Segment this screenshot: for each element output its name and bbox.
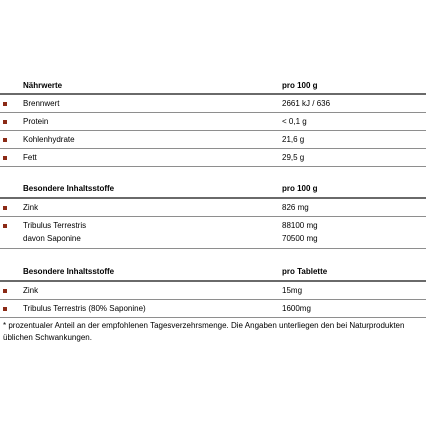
table-row <box>0 199 426 216</box>
section1-header-label: Nährwerte <box>23 81 63 90</box>
row-value: < 0,1 g <box>282 117 307 126</box>
bullet-icon <box>3 120 7 124</box>
bullet-icon <box>3 206 7 210</box>
row-value: 1600mg <box>282 304 311 313</box>
bullet-icon <box>3 138 7 142</box>
row-label: Fett <box>23 153 37 162</box>
row-label: Kohlenhydrate <box>23 135 75 144</box>
row-value: 88100 mg <box>282 221 318 230</box>
section2-header-unit: pro 100 g <box>282 184 318 193</box>
footnote: * prozentualer Anteil an der empfohlenen Tagesverzehrsmenge. Die Angaben unterliegen den bei Naturprodukten üblichen Schwankungen. <box>3 321 405 342</box>
row-label: Tribulus Terrestris <box>23 221 87 230</box>
bullet-icon <box>3 156 7 160</box>
table-row <box>0 131 426 148</box>
row-label: Tribulus Terrestris (80% Saponine) <box>23 304 146 313</box>
row-label: Zink <box>23 203 39 212</box>
row-value: 2661 kJ / 636 <box>282 99 331 108</box>
row-value: 29,5 g <box>282 153 305 162</box>
row-divider <box>0 317 426 318</box>
table-row <box>0 95 426 112</box>
bullet-icon <box>3 102 7 106</box>
table-row <box>0 149 426 166</box>
bullet-icon <box>3 224 7 228</box>
section3-header-unit: pro Tablette <box>282 267 328 276</box>
section3-header <box>0 265 426 279</box>
section3-header-label: Besondere Inhaltsstoffe <box>23 267 115 276</box>
row-sub-label: davon Saponine <box>23 234 81 243</box>
row-value: 15mg <box>282 286 303 295</box>
section2-header-label: Besondere Inhaltsstoffe <box>23 184 115 193</box>
section1-header <box>0 79 426 93</box>
row-label: Protein <box>23 117 49 126</box>
row-sub-value: 70500 mg <box>282 234 318 243</box>
row-divider <box>0 166 426 167</box>
row-label: Zink <box>23 286 39 295</box>
bullet-icon <box>3 289 7 293</box>
table-row <box>0 300 426 317</box>
row-value: 826 mg <box>282 203 309 212</box>
row-label: Brennwert <box>23 99 60 108</box>
table-row <box>0 282 426 299</box>
table-row <box>0 113 426 130</box>
row-divider <box>0 248 426 249</box>
bullet-icon <box>3 307 7 311</box>
section1-header-unit: pro 100 g <box>282 81 318 90</box>
section2-header <box>0 182 426 196</box>
row-value: 21,6 g <box>282 135 305 144</box>
